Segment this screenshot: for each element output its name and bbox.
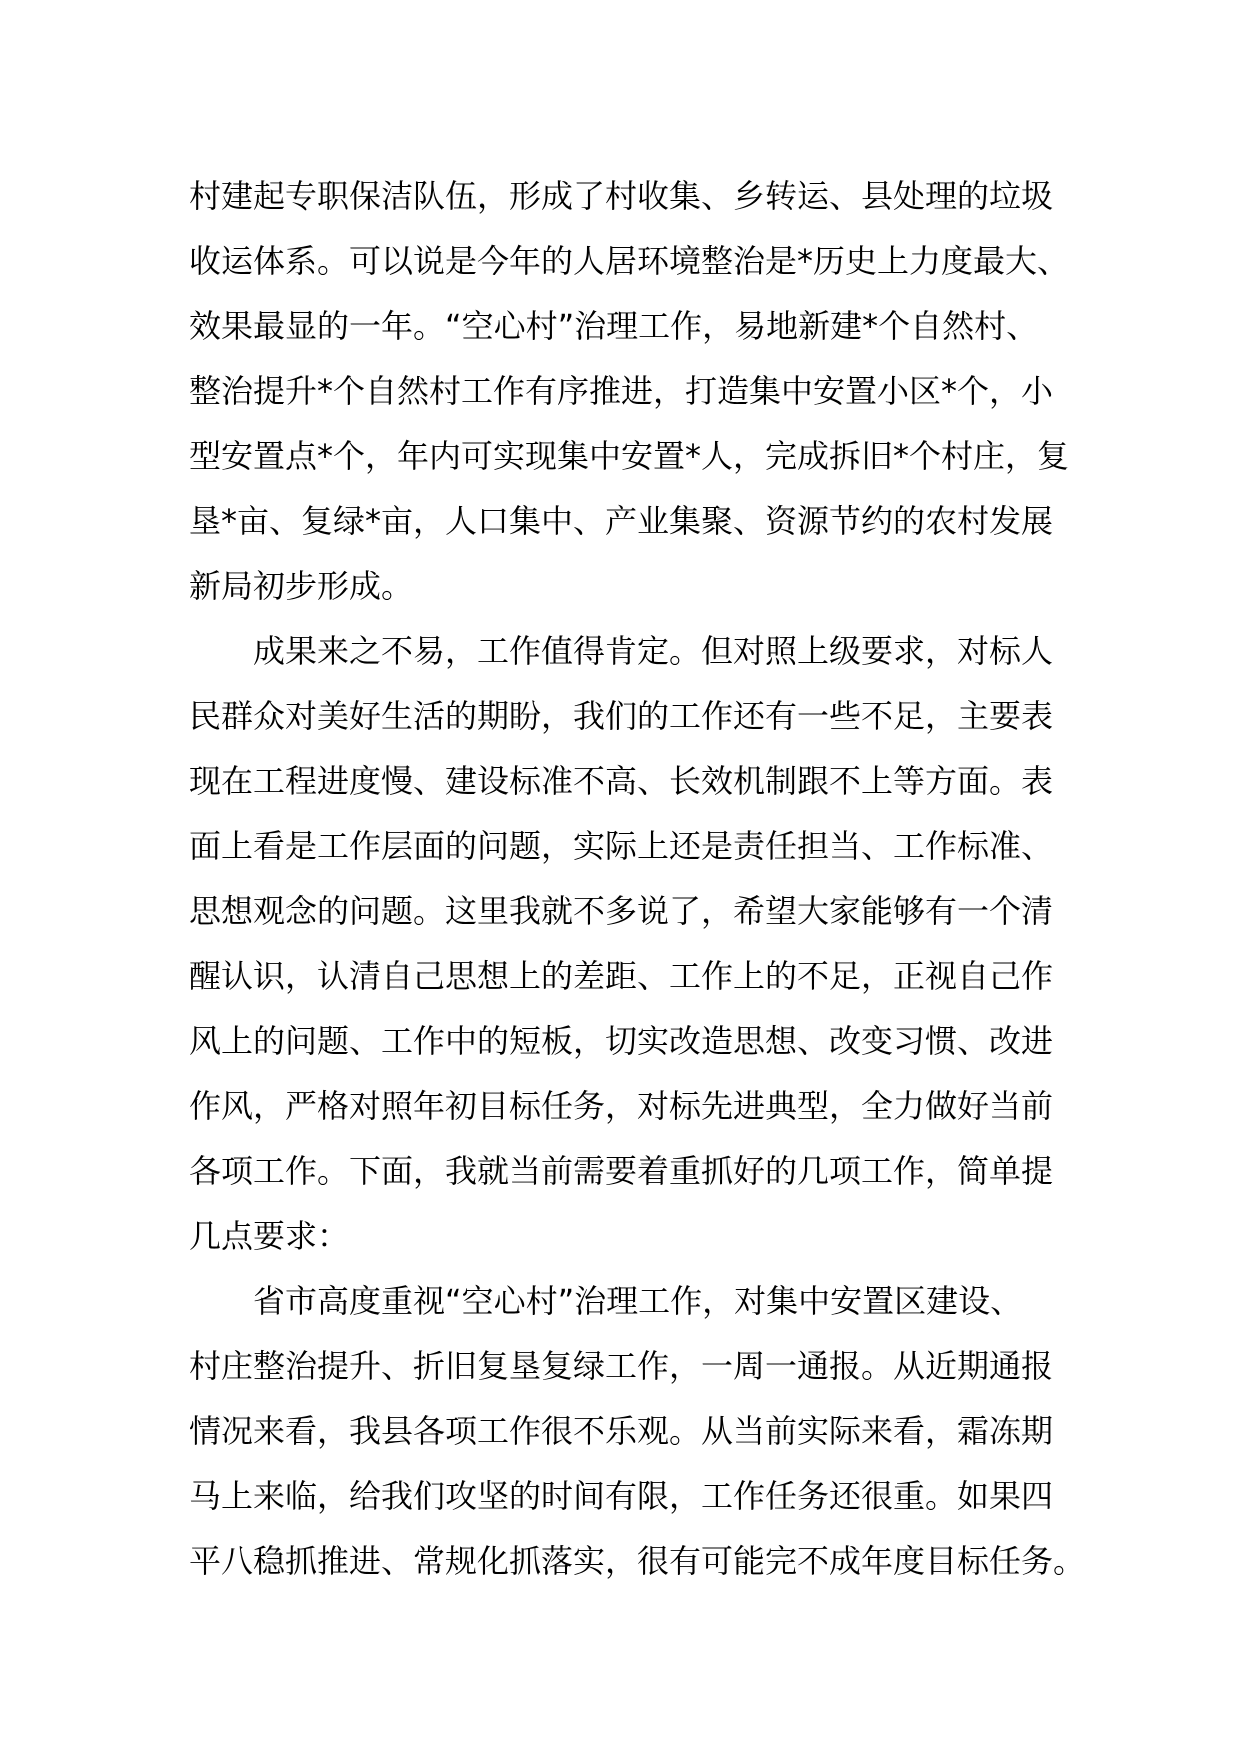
paragraph-1-line-2: 收运体系。可以说是今年的人居环境整治是*历史上力度最大、 (189, 242, 1070, 280)
paragraph-3-line-4: 马上来临，给我们攻坚的时间有限，工作任务还很重。如果四 (189, 1477, 1054, 1515)
paragraph-2-line-6: 醒认识，认清自己思想上的差距、工作上的不足，正视自己作 (189, 957, 1054, 995)
paragraph-1-line-1: 村建起专职保洁队伍，形成了村收集、乡转运、县处理的垃圾 (189, 177, 1054, 215)
paragraph-3-line-3: 情况来看，我县各项工作很不乐观。从当前实际来看，霜冻期 (189, 1412, 1054, 1450)
document-body (189, 164, 1086, 1594)
paragraph-2-line-1: 成果来之不易，工作值得肯定。但对照上级要求，对标人 (253, 632, 1054, 670)
paragraph-2-line-5: 思想观念的问题。这里我就不多说了，希望大家能够有一个清 (189, 892, 1054, 930)
paragraph-2-line-3: 现在工程进度慢、建设标准不高、长效机制跟不上等方面。表 (189, 762, 1054, 800)
paragraph-3-line-1: 省市高度重视“空心村”治理工作，对集中安置区建设、 (253, 1282, 1023, 1320)
paragraph-3-line-2: 村庄整治提升、折旧复垦复绿工作，一周一通报。从近期通报 (189, 1347, 1054, 1385)
paragraph-1-line-4: 整治提升*个自然村工作有序推进，打造集中安置小区*个，小 (189, 372, 1054, 410)
paragraph-2-line-7: 风上的问题、工作中的短板，切实改造思想、改变习惯、改进 (189, 1022, 1054, 1060)
paragraph-3-line-5: 平八稳抓推进、常规化抓落实，很有可能完不成年度目标任务。 (189, 1542, 1086, 1580)
paragraph-2-line-4: 面上看是工作层面的问题，实际上还是责任担当、工作标准、 (189, 827, 1054, 865)
paragraph-2-line-8: 作风，严格对照年初目标任务，对标先进典型，全力做好当前 (189, 1087, 1054, 1125)
paragraph-2-line-2: 民群众对美好生活的期盼，我们的工作还有一些不足，主要表 (189, 697, 1054, 735)
paragraph-2-line-10: 几点要求： (189, 1217, 350, 1255)
paragraph-1-line-5: 型安置点*个，年内可实现集中安置*人，完成拆旧*个村庄，复 (189, 437, 1070, 475)
paragraph-1-line-3: 效果最显的一年。“空心村”治理工作，易地新建*个自然村、 (189, 307, 1039, 345)
paragraph-1-line-6: 垦*亩、复绿*亩，人口集中、产业集聚、资源节约的农村发展 (189, 502, 1054, 540)
paragraph-1-line-7: 新局初步形成。 (189, 567, 414, 605)
paragraph-2-line-9: 各项工作。下面，我就当前需要着重抓好的几项工作，简单提 (189, 1152, 1054, 1190)
